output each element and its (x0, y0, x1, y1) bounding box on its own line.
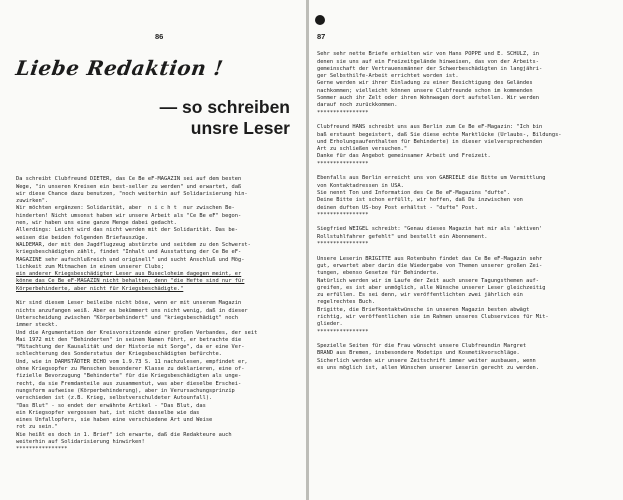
letter-paragraph: Unsere Leserin BRIGITTE aus Rotenbuhn findet das Ce Be eF-Magazin sehr gut, erwartet aber darin die Wiedergabe von Themen unserer großen Zei- tungen, ebenso Gesetze für Behinderte. (317, 255, 543, 277)
heading-main-title (160, 97, 290, 139)
star-divider: **************** (317, 160, 369, 167)
letter-paragraph: WALDEMAR, der mit den Jagdflugzeug abstürzte und seitdem zu den Schwerst- kriegsbeschädigten zählt, findet "Inhalt und Ausstattung der Ce Be eF- MAGAZINE sehr aufschlußreich und originell" und sucht Anschluß und Mög- lichkeit zum Mitmachen in einem unserer Clubs; (16, 241, 251, 270)
left-page (0, 0, 306, 500)
quote-paragraph: "Das Blut" - so endet der erwähnte Artikel - "Das Blut, das ein Kriegsopfer vergossen hat, ist nicht dasselbe wie das eines Unfallopfers, sie haben eine verschiedene Art und Weise rot zu sein." (16, 402, 213, 431)
letter-paragraph: Ebenfalls aus Berlin erreicht uns von GABRIELE die Bitte um Vermittlung von Kontaktadressen in USA. Sie nennt Ton und Information des Ce Be eF-Magazins "dufte". Deine Bitte ist schon erfüllt, wir hoffen, daß Du inzwischen von deinen duften US-boy Post erhältst - "dufte" Post. (317, 175, 546, 211)
right-body-text (317, 44, 562, 380)
letter-paragraph: Wir möchten ergänzen: Solidarität, aber n i c h t nur zwischen Be- hinderten! Nicht umsonst haben wir unsere Arbeit als "Ce Be eF" begon- nen, wir haben uns eine ganze Menge dabei gedacht. (16, 205, 242, 227)
heading-main-line-1: — so schreiben (159, 97, 290, 117)
letter-paragraph: Allerdings: Leicht wird das nicht werden mit der Solidarität. Das be- weisen die beiden folgenden Briefauszüge. (16, 227, 238, 241)
star-divider: **************** (317, 211, 369, 218)
page-number-left: 86 (155, 32, 164, 41)
letter-paragraph: ein anderer Kriegsbeschädigter Leser aus Busecloheim dagegen meint, er könne das Ce Be eF-MAGAZIN nicht behalten, denn "die Hefte sind nur für Körperbehinderte, aber nicht für Kriegsbeschädigte." (16, 271, 245, 292)
letter-paragraph: Gerne werden wir ihrer Einladung zu einer Besichtigung des Geländes nachkommen; vielleicht können unsere Clubfreunde schon im kommenden Sommer auch ihr Zelt oder ihren Wohnwagen dort aufstellen. Wir werden darauf noch zurückkommen. (317, 80, 539, 109)
page-number-right: 87 (317, 32, 326, 41)
letter-paragraph: Sehr sehr nette Briefe erhielten wir von Hans POPPE und E. SCHULZ, in denen sie uns auf ein Freizeitgelände hinweisen, das von der Arbeits- gemeinschaft der Vertrauensmänner der Schwerbeschädigten in langjähri- ger Selbsthilfe-Arbeit errichtet worden ist. (317, 51, 543, 80)
star-divider: **************** (16, 446, 68, 453)
letter-paragraph: Siegfried WEIGEL schreibt: "Genau dieses Magazin hat mir als 'aktiven' Rollstuhlfahrer gefehlt" und bestellt ein Abonnement. (317, 226, 543, 240)
heading-main-line-2: unsre Leser (190, 118, 290, 138)
letter-paragraph: Und die Argumentation der Kreisvorsitzende einer großen Verbandes, der seit Mai 1972 mit den "Behinderten" in seinem Namen führt, er betrachte die "Mitachtung der Kausalität und der Historie mit Sorge", da er eine Ver- schlechterung des Sonderstatus der Kriegsbeschädigten befürchte. Und, wie in DARMSTÄDTER ECHO vom 1.9.73 S. 11 nachzulesen, empfindet er, ohne Kriegsopfer zu Menschen besonderer Klasse zu deklarieren, eine of- fizielle Bevorzugung "Behinderte" für die Kriegsbeschädigten als unge- recht, da sie Fremdanteile aus zusammentut, was aber dieselbe Erschei- nungsform aufweise (Körperbehinderung), aber in Verursachungsprinzip verschieden ist (z.B. Krieg, selbstverschuldeter Autounfall). (16, 329, 258, 402)
right-page (309, 0, 623, 500)
letter-paragraph: Spezielle Seiten für die Frau wünscht unsere Clubfreundin Margret BRAND aus Bremen, insbesondere Modetips und Kosmetikvorschläge. Sicherlich werden wir unsere Zeitschrift immer weiter ausbauen, wenn es uns möglich ist, allen Wünschen unserer Leserin gerecht zu werden. (317, 343, 539, 372)
letter-paragraph: Da schreibt Clubfreund DIETER, das Ce Be eF-MAGAZIN sei auf dem besten Wege, "in unseren Kreisen ein best-seller zu werden" und erwartet, daß wir diese Chance dazu benutzen, "noch weiterhin auf Solidarisierung hin- zuwirken". (16, 176, 248, 205)
left-body-text (16, 169, 257, 468)
star-divider: **************** (317, 241, 369, 248)
bullet-dot-icon (315, 15, 325, 25)
letter-paragraph: Wie heißt es doch in 1. Brief" ich erwarte, daß die Redakteure auch weiterhin auf Solidarisierung hinwirken! (16, 431, 232, 445)
letter-paragraph: Wir sind diesem Leser beileibe nicht böse, wenn er mit unserem Magazin nichts anzufangen weiß. Aber es bekümmert uns nicht wenig, daß in dieser Unterscheidung zwischen "Körperbehindert" und "kriegsbeschädigt" noch immer steckt. (16, 300, 248, 329)
heading-script-title: Liebe Redaktion ! (14, 56, 225, 80)
star-divider: **************** (317, 328, 369, 335)
letter-paragraph: Natürlich werden wir im Laufe der Zeit auch unsere Tagungsthemen auf- greifen, es ist aber unmöglich, alle Wünsche unserer Leser gleichzeitig zu erfüllen. Es sei denn, wir veröffentlichten zwei jährlich ein regelrechtes Buch. Brigitte, die Briefkontaktwünsche in unseren Magazin besten abwägt richtig, wir veröffentlichen sie im Rahmen unseres Clubservices für Mit- glieder. (317, 277, 549, 328)
star-divider: **************** (317, 109, 369, 116)
letter-paragraph: Clubfreund HANS schreibt uns aus Berlin zum Ce Be eF-Magazin: "Ich bin baß erstaunt begeistert, daß Sie diese echte Marktlücke (Urlaubs-, Bildungs- und Erholungsaufenthalten für Behinderte) in dieser vielversprechenden Art zu schließen versuchen." Danke für das Angebot gemeinsamer Arbeit und Freizeit. (317, 124, 562, 160)
